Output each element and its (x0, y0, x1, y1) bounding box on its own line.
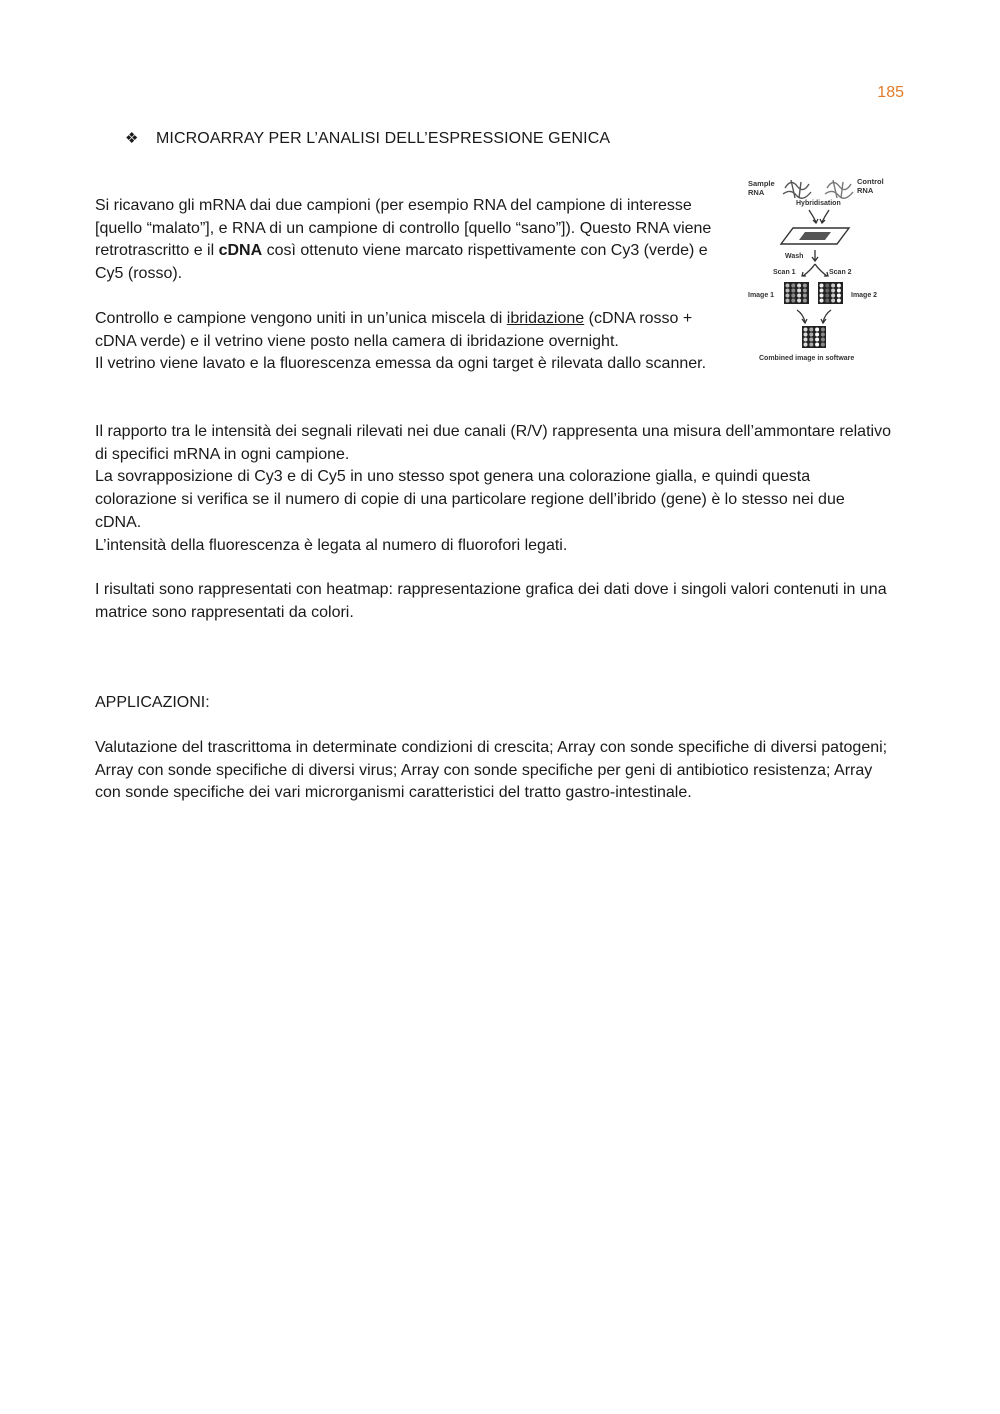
paragraph-hybridization: Controllo e campione vengono uniti in un’unica miscela di ibridazione (cDNA rosso + cDNA verde) e il vetrino viene posto nella camera di ibridazione overnight. Il vetrino viene lavato e la fluorescenza emessa da ogni target è rilevata dallo scanner. (95, 310, 707, 373)
glass-slide-icon (781, 228, 849, 244)
array-spot (831, 294, 835, 298)
array-spot (804, 343, 808, 347)
array-spot (809, 333, 813, 337)
array-spot (786, 289, 790, 293)
array-spot (804, 328, 808, 332)
image2-label: Image 2 (851, 292, 878, 299)
merge-arrows-icon (809, 210, 829, 223)
heading-title: MICROARRAY PER L’ANALISI DELL’ESPRESSIONE GENICA (156, 130, 611, 147)
array-spot (825, 284, 829, 288)
array-spot (815, 333, 819, 337)
array-spot (791, 289, 795, 293)
array-spot (831, 299, 835, 303)
array-spot (820, 284, 824, 288)
array-spot (825, 299, 829, 303)
array-spot (821, 338, 825, 342)
array-spot (821, 343, 825, 347)
control-rna-icon (825, 180, 853, 198)
array-spot (821, 328, 825, 332)
applications-text: Valutazione del trascrittoma in determinate condizioni di crescita; Array con sonde specifiche di diversi patogeni; Array con sonde specifiche di diversi virus; Array con sonde specifiche per geni di antibiotico resistenza; Array con sonde specifiche dei vari microrganismi caratteristici del tratto gastro-intestinale. (95, 739, 888, 802)
array-spot (815, 338, 819, 342)
array-spot (820, 299, 824, 303)
ibridazione-underline: ibridazione (506, 310, 585, 327)
array-spot (825, 294, 829, 298)
paragraph-heatmap: I risultati sono rappresentati con heatmap: rappresentazione grafica dei dati dove i singoli valori contenuti in una matrice sono rappresentati da colori. (95, 581, 887, 621)
array-spot (803, 294, 807, 298)
sample-label: Sample (748, 179, 775, 188)
array-spot (804, 333, 808, 337)
array-spot (803, 284, 807, 288)
wash-label: Wash (785, 253, 804, 260)
combine-arrows-icon (797, 310, 831, 323)
wash-arrow-icon (812, 250, 818, 261)
array-spot (809, 343, 813, 347)
array-spot (797, 284, 801, 288)
page-number: 185 (877, 84, 904, 101)
array-spot (815, 343, 819, 347)
array-spot (820, 289, 824, 293)
array-spot (820, 294, 824, 298)
array-spot (791, 299, 795, 303)
array-spot (837, 289, 841, 293)
array-spot (837, 284, 841, 288)
microarray-workflow-figure (745, 170, 895, 370)
section-heading (125, 129, 610, 148)
array-spot (825, 289, 829, 293)
image1-label: Image 1 (748, 292, 775, 299)
array-spot (804, 338, 808, 342)
array-spot (797, 294, 801, 298)
paragraph-signal-ratio: Il rapporto tra le intensità dei segnali rilevati nei due canali (R/V) rappresenta una misura dell’ammontare relativo di specifici mRNA in ogni campione. La sovrapposizione di Cy3 e di Cy5 in uno stesso spot genera una colorazione gialla, e quindi questa colorazione si verifica se il numero di copie di una particolare regione dell’ibrido (gene) è lo stesso nei due cDNA. L’intensità della fluorescenza è legata al numero di fluorofori legati. (95, 423, 891, 554)
array-spot (791, 294, 795, 298)
array-spot (821, 333, 825, 337)
sample-rna-icon (783, 180, 811, 198)
array-spot (786, 299, 790, 303)
array-spot (791, 284, 795, 288)
sample-rna-label: RNA (748, 188, 765, 197)
scan1-label: Scan 1 (773, 269, 796, 276)
scan2-label: Scan 2 (829, 269, 852, 276)
array-spot (831, 284, 835, 288)
array-spot (803, 299, 807, 303)
array-spot (803, 289, 807, 293)
split-arrows-icon (802, 264, 828, 276)
array-spot (809, 328, 813, 332)
array-spot (837, 294, 841, 298)
array-spot (837, 299, 841, 303)
array-spot (797, 299, 801, 303)
array-spot (797, 289, 801, 293)
array-spot (831, 289, 835, 293)
array-spot (786, 294, 790, 298)
cdna-bold: cDNA (218, 242, 263, 260)
combined-image-label: Combined image in software (759, 355, 855, 362)
array-spot (815, 328, 819, 332)
control-label: Control (857, 177, 884, 186)
diamond-bullet-icon: ❖ (125, 130, 139, 147)
array-spot (786, 284, 790, 288)
array-spot (809, 338, 813, 342)
applications-title: APPLICAZIONI: (95, 694, 210, 711)
paragraph-mrna-extraction: Si ricavano gli mRNA dai due campioni (per esempio RNA del campione di interesse [quello “malato”], e RNA di un campione di controllo [quello “sano”]). Questo RNA viene retrotrascritto e il cDNA così ottenuto viene marcato rispettivamente con Cy3 (verde) e Cy5 (rosso). (95, 197, 712, 283)
hybridisation-label: Hybridisation (796, 200, 841, 207)
control-rna-label: RNA (857, 186, 874, 195)
